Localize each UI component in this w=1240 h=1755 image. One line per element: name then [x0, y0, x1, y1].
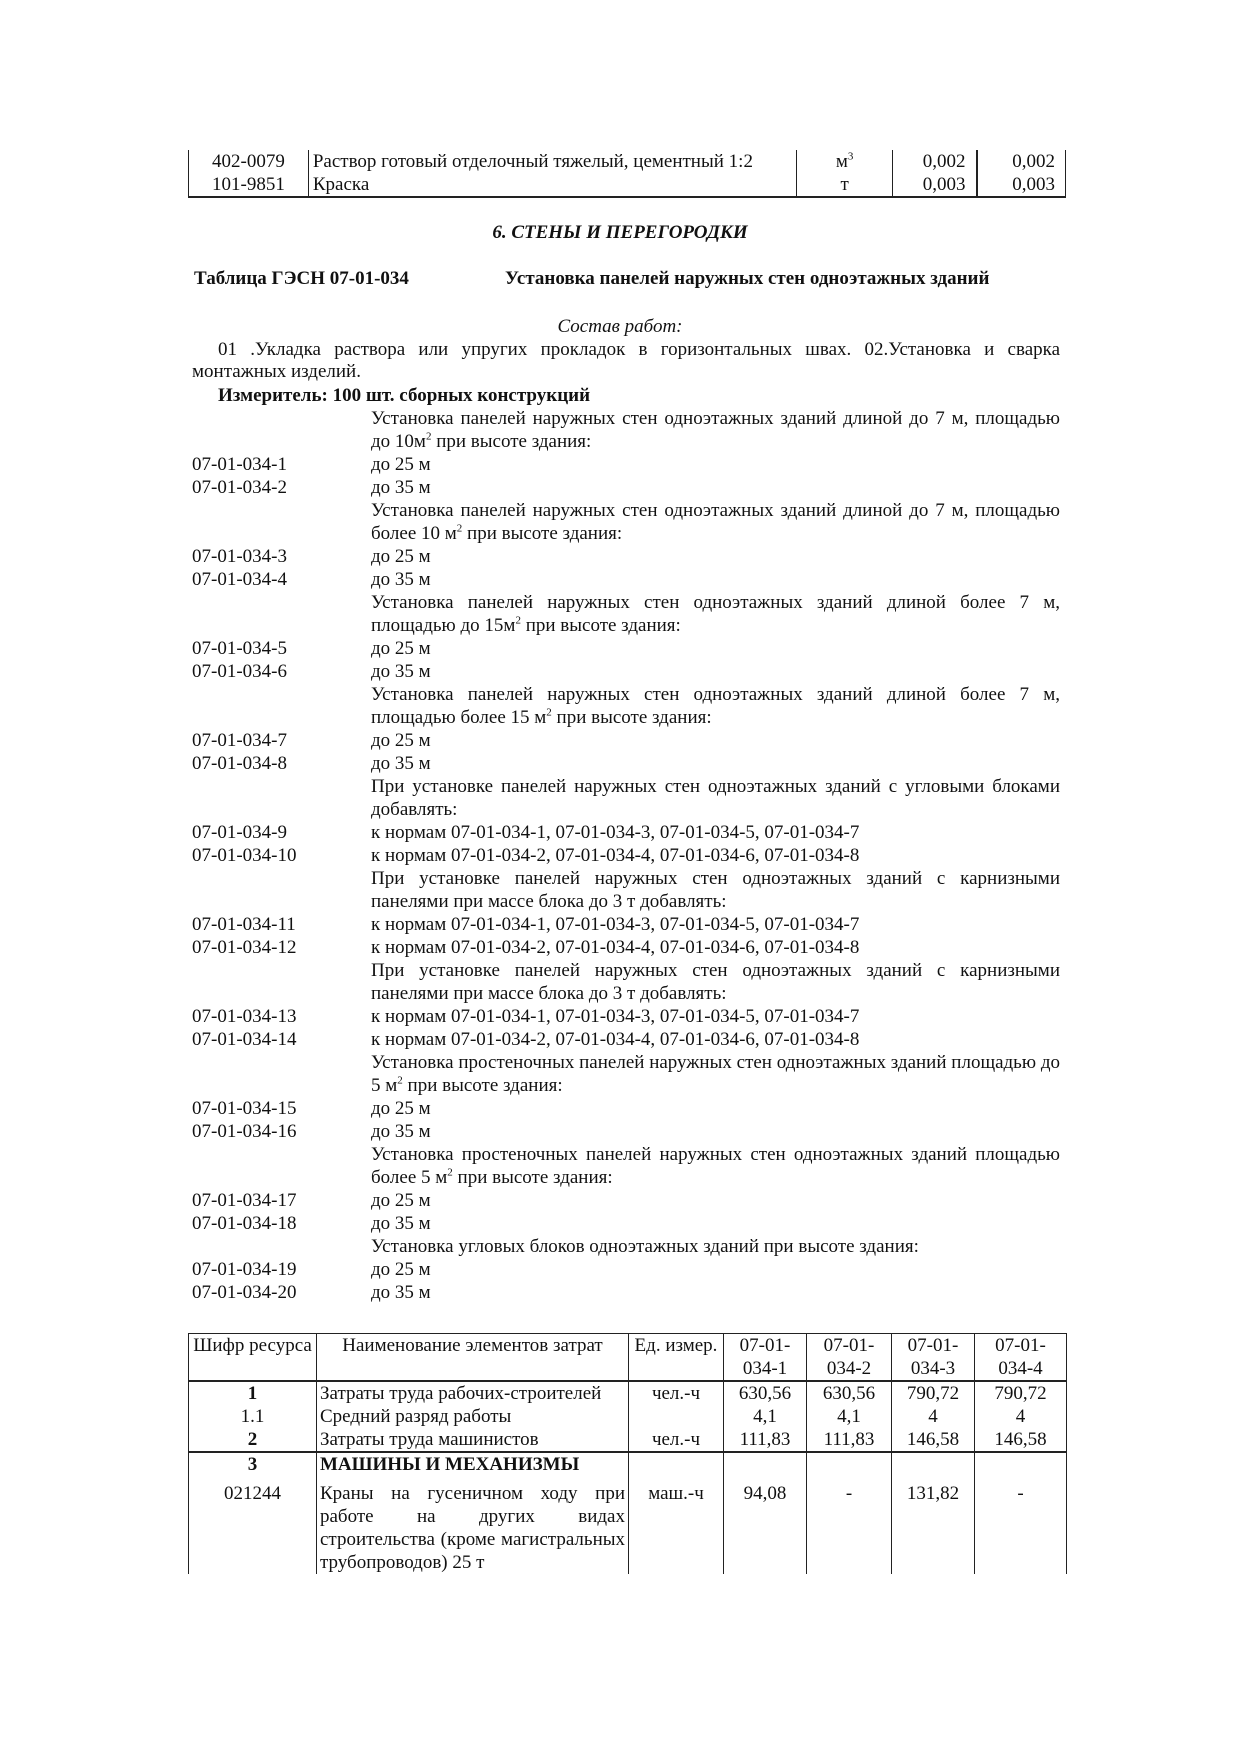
norm-text: Установка панелей наружных стен одноэтажных зданий длиной более 7 м, площадью более 15 $м^2$ при высоте здания: [371, 684, 1060, 728]
composition-title: Состав работ: [557, 316, 683, 337]
norm-group-heading [192, 499, 1060, 545]
section-row [189, 1452, 1067, 1476]
resource-value: 0,002 [893, 150, 977, 173]
row-value: 630,56 [724, 1381, 807, 1405]
norm-code: 07-01-034-3 [192, 546, 287, 567]
norm-text: до 25 м [371, 730, 431, 751]
norm-item [192, 660, 1060, 683]
norm-item [192, 476, 1060, 499]
norm-code [192, 959, 371, 1005]
norm-code: 07-01-034-2 [192, 477, 287, 498]
norm-group-heading [192, 959, 1060, 1005]
row-name: Краны на гусеничном ходу при работе на других видах строительства (кроме магистральных трубопроводов) 25 т [317, 1476, 629, 1574]
measure-unit: Измеритель: 100 шт. сборных конструкций [218, 385, 591, 406]
table-row [189, 1405, 1067, 1428]
norm-item [192, 821, 1060, 844]
norm-code [192, 1051, 371, 1097]
norm-text: до 35 м [371, 569, 431, 590]
norm-code: 07-01-034-12 [192, 937, 297, 958]
row-unit [629, 1405, 724, 1428]
norm-item [192, 568, 1060, 591]
row-value: 146,58 [975, 1428, 1067, 1452]
resource-name: Краска [308, 173, 796, 197]
norm-code: 07-01-034-19 [192, 1259, 297, 1280]
resource-value: 0,003 [977, 173, 1066, 197]
norm-item [192, 1212, 1060, 1235]
row-value: - [975, 1476, 1067, 1574]
column-header: 07-01-034-1 [724, 1334, 807, 1382]
column-header: Ед. измер. [629, 1334, 724, 1382]
norm-code: 07-01-034-18 [192, 1213, 297, 1234]
norm-item [192, 1120, 1060, 1143]
norm-code [192, 683, 371, 729]
table-row [189, 1428, 1067, 1452]
norm-text: до 25 м [371, 638, 431, 659]
norm-code: 07-01-034-15 [192, 1098, 297, 1119]
row-value: 131,82 [892, 1476, 975, 1574]
norm-text: до 35 м [371, 477, 431, 498]
norm-group-heading [192, 591, 1060, 637]
norm-group-heading [192, 867, 1060, 913]
norm-item [192, 1281, 1060, 1304]
norms-list [192, 407, 1060, 1304]
norm-group-heading [192, 1051, 1060, 1097]
norm-text: до 35 м [371, 1121, 431, 1142]
norm-text: к нормам 07-01-034-1, 07-01-034-3, 07-01-034-5, 07-01-034-7 [371, 914, 860, 935]
norm-text: Установка панелей наружных стен одноэтажных зданий длиной до 7 м, площадью до $10м^2$ при высоте здания: [371, 408, 1060, 452]
norm-code [192, 1235, 371, 1258]
norm-text: к нормам 07-01-034-1, 07-01-034-3, 07-01-034-5, 07-01-034-7 [371, 1006, 860, 1027]
norm-text: до 35 м [371, 1213, 431, 1234]
table-label: Таблица ГЭСН 07-01-034 [194, 268, 409, 289]
norm-item [192, 936, 1060, 959]
row-value: 111,83 [807, 1428, 892, 1452]
norm-item [192, 545, 1060, 568]
norm-text: до 35 м [371, 661, 431, 682]
norm-text: При установке панелей наружных стен одноэтажных зданий с угловыми блоками добавлять: [371, 776, 1060, 820]
row-code: 2 [189, 1428, 317, 1452]
norm-text: до 25 м [371, 454, 431, 475]
resource-value: 0,003 [893, 173, 977, 197]
norm-code: 07-01-034-9 [192, 822, 287, 843]
norm-text: до 25 м [371, 546, 431, 567]
norm-code: 07-01-034-8 [192, 753, 287, 774]
resource-value: 0,002 [977, 150, 1066, 173]
table-row [189, 173, 1066, 197]
norm-text: до 25 м [371, 1259, 431, 1280]
norm-code: 07-01-034-1 [192, 454, 287, 475]
norm-item [192, 1005, 1060, 1028]
norm-text: к нормам 07-01-034-2, 07-01-034-4, 07-01-034-6, 07-01-034-8 [371, 1029, 860, 1050]
norm-text: Установка угловых блоков одноэтажных зданий при высоте здания: [371, 1236, 919, 1257]
norm-code: 07-01-034-20 [192, 1282, 297, 1303]
table-caption: Установка панелей наружных стен одноэтажных зданий [505, 268, 990, 289]
norm-group-heading [192, 775, 1060, 821]
row-value: 630,56 [807, 1381, 892, 1405]
row-value: 4,1 [807, 1405, 892, 1428]
norm-code [192, 1143, 371, 1189]
row-value: 94,08 [724, 1476, 807, 1574]
row-name: Затраты труда машинистов [317, 1428, 629, 1452]
table-row [189, 150, 1066, 173]
row-value: 790,72 [892, 1381, 975, 1405]
norm-item [192, 1189, 1060, 1212]
row-value: 4 [892, 1405, 975, 1428]
row-unit: чел.-ч [629, 1381, 724, 1405]
norm-text: Установка простеночных панелей наружных стен одноэтажных зданий площадью более 5 $м^2$ при высоте здания: [371, 1144, 1060, 1188]
row-unit: маш.-ч [629, 1476, 724, 1574]
table-row [189, 1381, 1067, 1405]
norm-text: до 25 м [371, 1098, 431, 1119]
column-header: Наименование элементов затрат [317, 1334, 629, 1382]
row-name: Средний разряд работы [317, 1405, 629, 1428]
row-value: - [807, 1476, 892, 1574]
norm-code: 07-01-034-16 [192, 1121, 297, 1142]
norm-item [192, 1097, 1060, 1120]
norm-text: При установке панелей наружных стен одноэтажных зданий с карнизными панелями при массе блока до 3 т добавлять: [371, 868, 1060, 912]
norm-group-heading [192, 683, 1060, 729]
section-name: МАШИНЫ И МЕХАНИЗМЫ [317, 1452, 629, 1476]
norm-group-heading [192, 407, 1060, 453]
section-title: 6. СТЕНЫ И ПЕРЕГОРОДКИ [492, 222, 748, 243]
norm-text: Установка простеночных панелей наружных стен одноэтажных зданий площадью до 5 $м^2$ при высоте здания: [371, 1052, 1060, 1096]
column-header: 07-01-034-2 [807, 1334, 892, 1382]
column-header: Шифр ресурса [189, 1334, 317, 1382]
norm-text: к нормам 07-01-034-2, 07-01-034-4, 07-01-034-6, 07-01-034-8 [371, 845, 860, 866]
norm-text: Установка панелей наружных стен одноэтажных зданий длиной более 7 м, площадью до $15м^2$ при высоте здания: [371, 592, 1060, 636]
norm-item [192, 453, 1060, 476]
resource-unit: $м^3$ [797, 150, 893, 173]
norm-group-heading [192, 1235, 1060, 1258]
row-value: 146,58 [892, 1428, 975, 1452]
resource-name: Раствор готовый отделочный тяжелый, цементный 1:2 [308, 150, 796, 173]
norm-code: 07-01-034-6 [192, 661, 287, 682]
norm-code: 07-01-034-11 [192, 914, 296, 935]
section-code: 3 [189, 1452, 317, 1476]
norm-item [192, 1028, 1060, 1051]
norm-code: 07-01-034-10 [192, 845, 297, 866]
resource-table [188, 1333, 1067, 1574]
norm-item [192, 729, 1060, 752]
norm-text: до 35 м [371, 1282, 431, 1303]
column-header: 07-01-034-4 [975, 1334, 1067, 1382]
norm-code: 07-01-034-4 [192, 569, 287, 590]
row-code: 1 [189, 1381, 317, 1405]
norm-text: к нормам 07-01-034-1, 07-01-034-3, 07-01-034-5, 07-01-034-7 [371, 822, 860, 843]
norm-item [192, 844, 1060, 867]
norm-code [192, 499, 371, 545]
resource-unit: т [797, 173, 893, 197]
row-value: 4,1 [724, 1405, 807, 1428]
norm-code: 07-01-034-5 [192, 638, 287, 659]
norm-text: При установке панелей наружных стен одноэтажных зданий с карнизными панелями при массе блока до 3 т добавлять: [371, 960, 1060, 1004]
norm-code: 07-01-034-7 [192, 730, 287, 751]
table-row [189, 1476, 1067, 1574]
norm-text: до 35 м [371, 753, 431, 774]
row-value: 111,83 [724, 1428, 807, 1452]
row-code: 1.1 [189, 1405, 317, 1428]
row-name: Затраты труда рабочих-строителей [317, 1381, 629, 1405]
norm-item [192, 913, 1060, 936]
norm-group-heading [192, 1143, 1060, 1189]
norm-item [192, 752, 1060, 775]
norm-code: 07-01-034-13 [192, 1006, 297, 1027]
norm-text: к нормам 07-01-034-2, 07-01-034-4, 07-01-034-6, 07-01-034-8 [371, 937, 860, 958]
row-value: 790,72 [975, 1381, 1067, 1405]
norm-code: 07-01-034-17 [192, 1190, 297, 1211]
norm-code [192, 867, 371, 913]
composition-text: 01 .Укладка раствора или упругих прокладок в горизонтальных швах. 02.Установка и сварка монтажных изделий. [192, 339, 1060, 382]
norm-code [192, 775, 371, 821]
norm-item [192, 637, 1060, 660]
norm-item [192, 1258, 1060, 1281]
table-header-row [189, 1334, 1067, 1382]
norm-code [192, 591, 371, 637]
norm-code: 07-01-034-14 [192, 1029, 297, 1050]
norm-text: Установка панелей наружных стен одноэтажных зданий длиной до 7 м, площадью более 10 $м^2$ при высоте здания: [371, 500, 1060, 544]
row-code: 021244 [189, 1476, 317, 1574]
resource-code: 402-0079 [189, 150, 309, 173]
resource-code: 101-9851 [189, 173, 309, 197]
materials-table-fragment [188, 150, 1066, 198]
norm-text: до 25 м [371, 1190, 431, 1211]
column-header: 07-01-034-3 [892, 1334, 975, 1382]
row-unit: чел.-ч [629, 1428, 724, 1452]
norm-code [192, 407, 371, 453]
row-value: 4 [975, 1405, 1067, 1428]
